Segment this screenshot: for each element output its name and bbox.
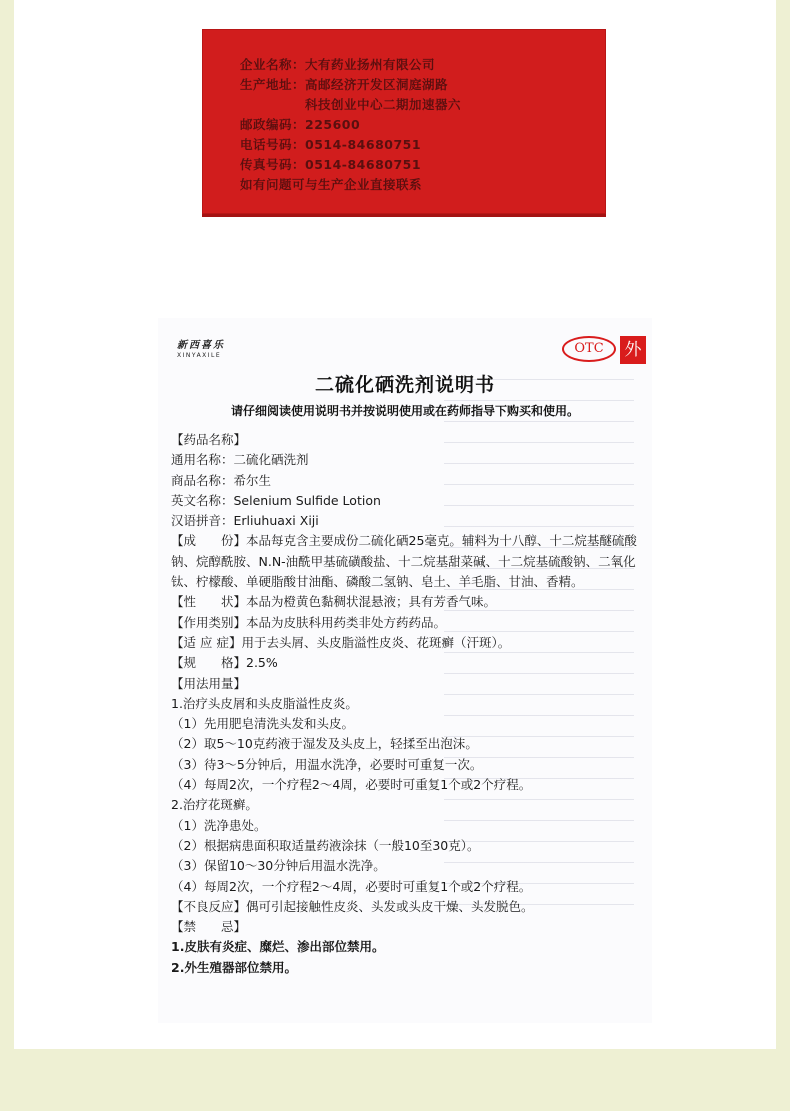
usage-2-step: （3）保留10～30分钟后用温水洗净。 (171, 858, 386, 874)
external-use-badge: 外 (620, 336, 646, 364)
logo-english: XINYAXILE (177, 352, 222, 359)
leaflet-body (171, 430, 639, 978)
description-section: 【性 状】本品为橙黄色黏稠状混悬液；具有芳香气味。 (171, 594, 497, 610)
usage-2-step: （2）根据病患面积取适量药液涂抹（一般10至30克）。 (171, 837, 480, 853)
document-title: 二硫化硒洗剂说明书 (314, 374, 495, 396)
phone-line: 电话号码：0514-84680751 (240, 137, 422, 152)
indications-section: 【适 应 症】用于去头屑、头皮脂溢性皮炎、花斑癣（汗斑）。 (171, 634, 511, 650)
address-line-2: 科技创业中心二期加速器六 (240, 97, 462, 112)
specification-section: 【规 格】2.5% (171, 655, 278, 671)
brand-logo (177, 336, 225, 359)
pinyin-name: 汉语拼音：Erliuhuaxi Xiji (171, 513, 319, 529)
address-line-1: 生产地址：高邮经济开发区洞庭湖路 (240, 77, 449, 92)
otc-badge: OTC (562, 336, 616, 362)
company-name-line: 企业名称：大有药业扬州有限公司 (240, 57, 436, 72)
document-subtitle: 请仔细阅读使用说明书并按说明使用或在药师指导下购买和使用。 (230, 404, 579, 418)
drug-name-header: 【药品名称】 (171, 432, 247, 447)
category-section: 【作用类别】本品为皮肤科用药类非处方药药品。 (171, 614, 447, 630)
usage-1-title: 1.治疗头皮屑和头皮脂溢性皮炎。 (171, 695, 358, 711)
ingredients-section: 【成 份】本品每克含主要成份二硫化硒25毫克。辅料为十八醇、十二烷基醚硫酸钠、烷醇酰胺、N.N-油酰甲基硫磺酸盐、十二烷基甜菜碱、十二烷基硫酸钠、二氧化钛、柠檬酸、单硬脂酸甘油酯、磷酸二氢钠、皂土、羊毛脂、甘油、香精。 (171, 533, 637, 590)
english-name: 英文名称：Selenium Sulfide Lotion (171, 492, 381, 508)
usage-1-step: （2）取5～10克药液于湿发及头皮上，轻揉至出泡沫。 (171, 736, 478, 752)
usage-header: 【用法用量】 (171, 675, 247, 691)
trade-name: 商品名称：希尔生 (171, 472, 272, 488)
usage-1-step: （1）先用肥皂清洗头发和头皮。 (171, 716, 354, 732)
usage-2-step: （4）每周2次，一个疗程2～4周，必要时可重复1个或2个疗程。 (171, 878, 532, 894)
contact-note-line: 如有问题可与生产企业直接联系 (240, 177, 423, 192)
fax-line: 传真号码：0514-84680751 (240, 157, 422, 172)
contraindication-item: 2.外生殖器部位禁用。 (171, 959, 297, 975)
adverse-reactions-section: 【不良反应】偶可引起接触性皮炎、头发或头皮干燥、头发脱色。 (171, 898, 534, 914)
usage-2-step: （1）洗净患处。 (171, 817, 267, 833)
instruction-leaflet (158, 318, 652, 1023)
contraindication-item: 1.皮肤有炎症、糜烂、渗出部位禁用。 (171, 939, 385, 955)
postal-code-line: 邮政编码：225600 (240, 117, 361, 132)
manufacturer-label-card (202, 29, 606, 217)
usage-2-title: 2.治疗花斑癣。 (171, 797, 258, 813)
logo-chinese: 新西喜乐 (177, 340, 225, 351)
usage-1-step: （3）待3～5分钟后，用温水洗净，必要时可重复一次。 (171, 756, 483, 772)
contraindications-header: 【禁 忌】 (171, 919, 247, 935)
generic-name: 通用名称：二硫化硒洗剂 (171, 452, 309, 468)
usage-1-step: （4）每周2次，一个疗程2～4周，必要时可重复1个或2个疗程。 (171, 777, 532, 793)
